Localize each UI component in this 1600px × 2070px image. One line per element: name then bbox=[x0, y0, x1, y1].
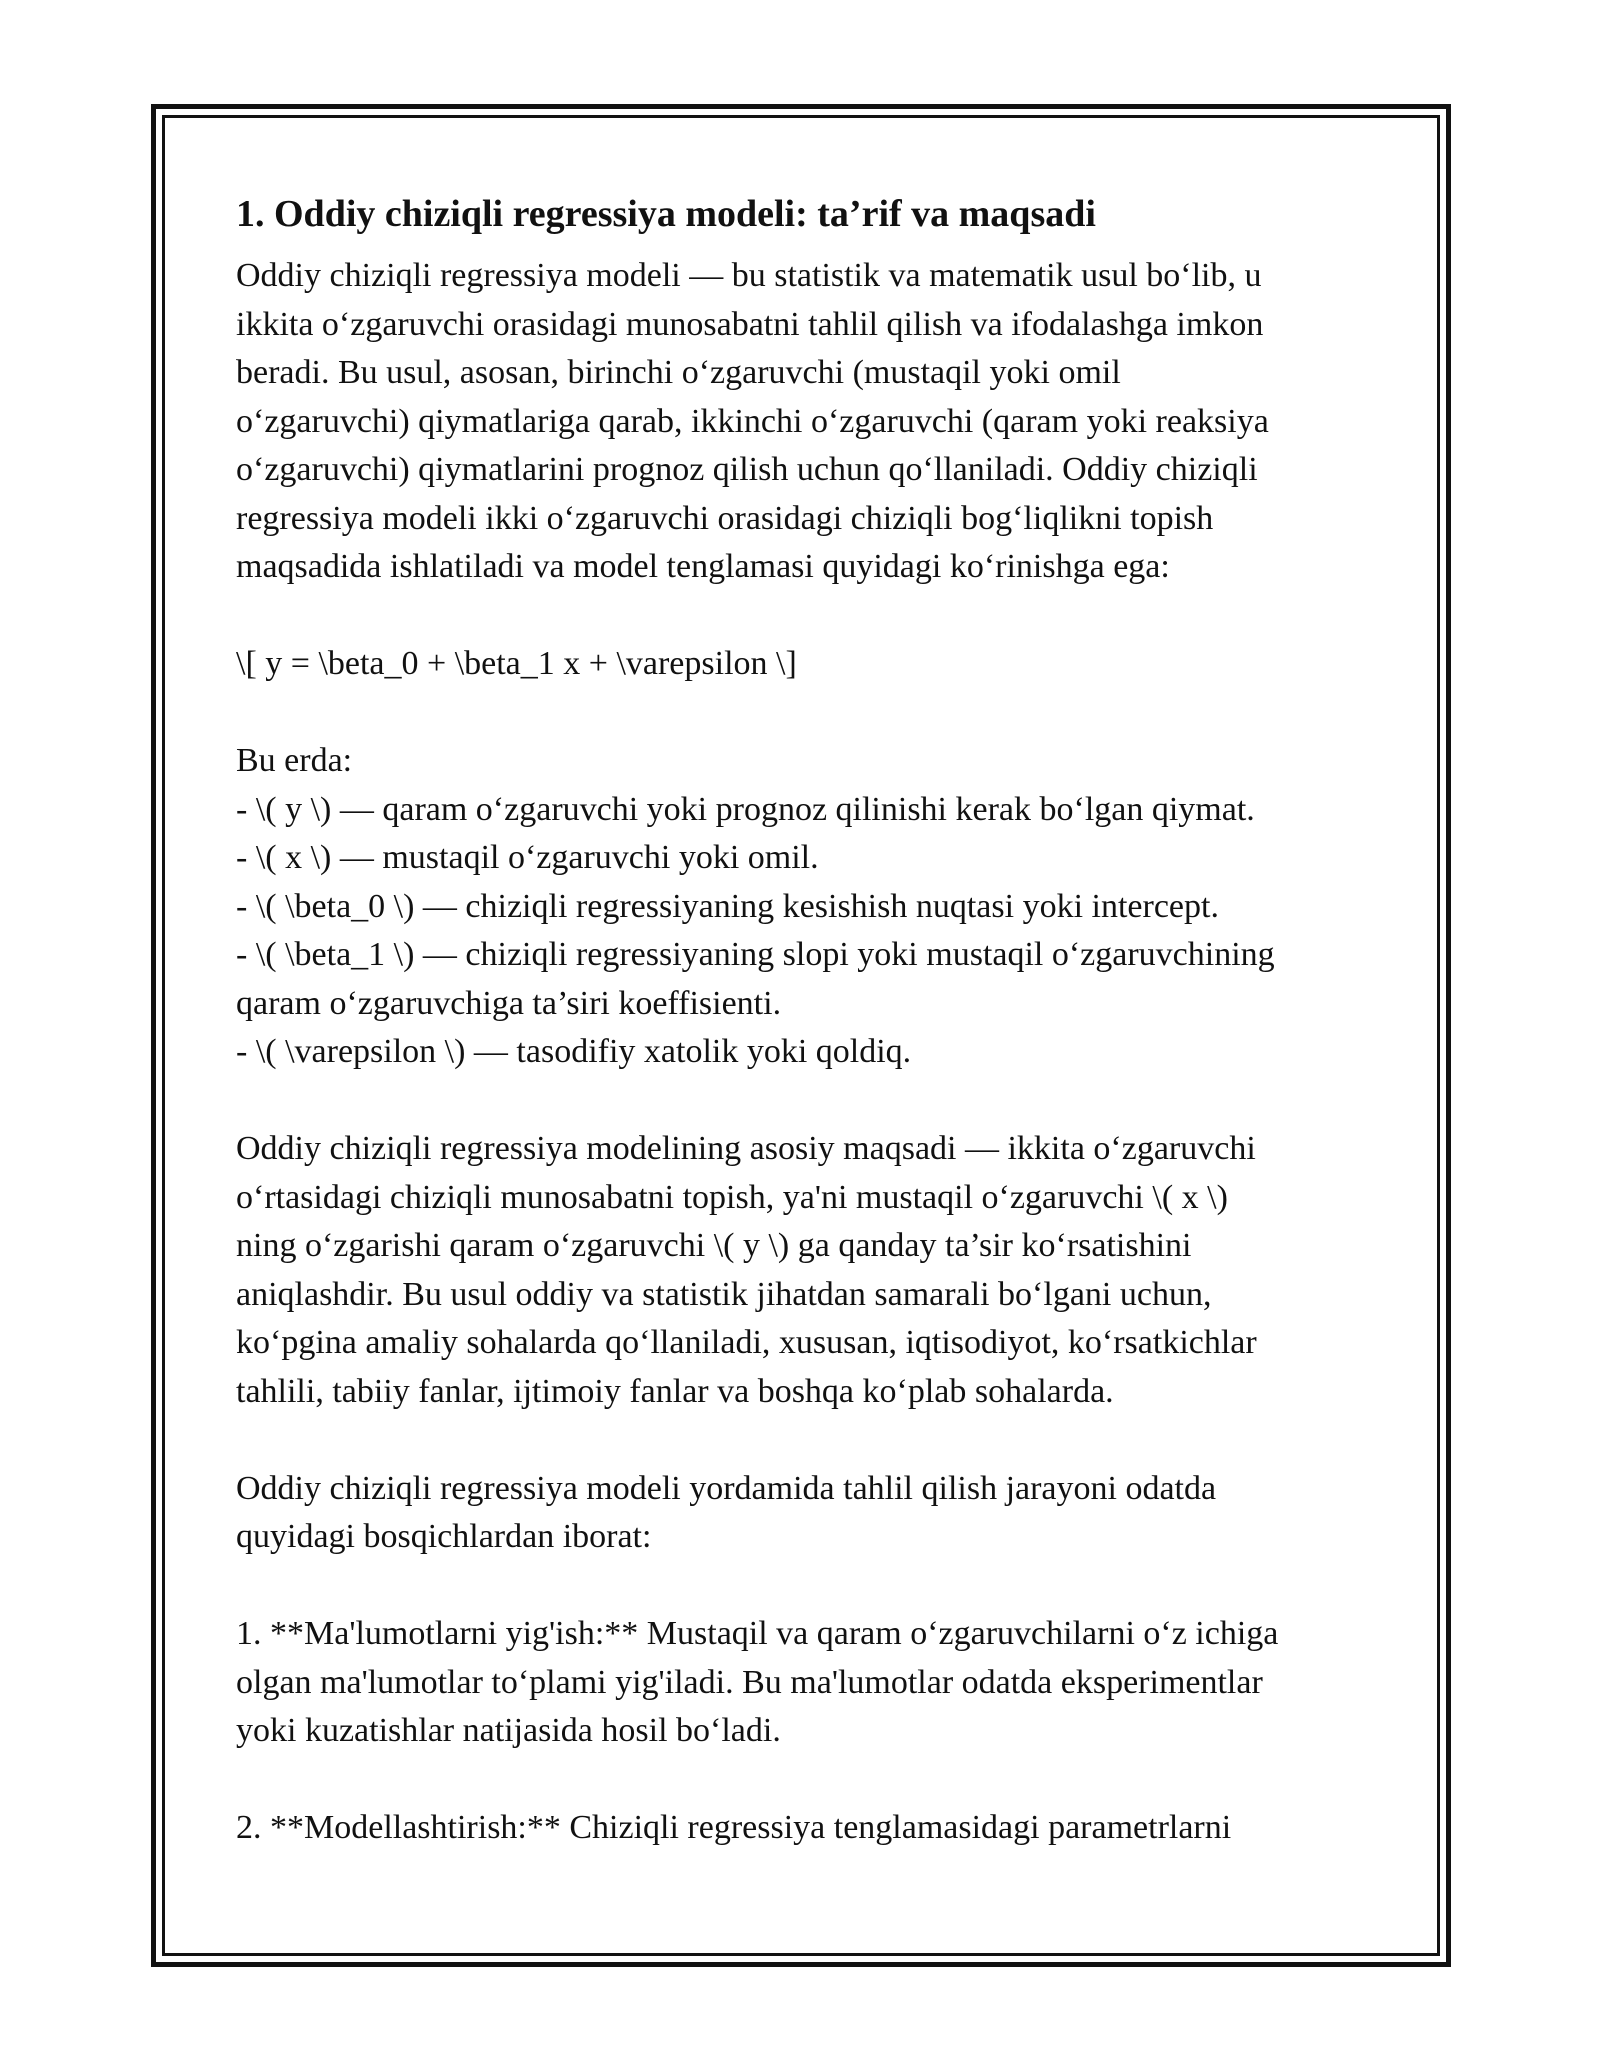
text-line: \[ y = \beta_0 + \beta_1 x + \varepsilon \] bbox=[236, 645, 797, 682]
text-line: olgan ma'lumotlar to‘plami yig'iladi. Bu ma'lumotlar odatda eksperimentlar bbox=[236, 1663, 1263, 1701]
text-line: Oddiy chiziqli regressiya modelining asosiy maqsadi — ikkita o‘zgaruvchi bbox=[236, 1130, 1256, 1167]
blank-line bbox=[236, 689, 1376, 738]
text-line: o‘zgaruvchi) qiymatlarini prognoz qilish uchun qo‘llaniladi. Oddiy chiziqli bbox=[236, 451, 1258, 488]
blank-line bbox=[236, 1756, 1376, 1805]
text-line: qaram o‘zgaruvchiga ta’siri koeffisienti. bbox=[236, 984, 782, 1022]
text-line: - \( \varepsilon \) — tasodifiy xatolik yoki qoldiq. bbox=[236, 1033, 912, 1070]
text-line: ikkita o‘zgaruvchi orasidagi munosabatni tahlil qilish va ifodalashga imkon bbox=[236, 305, 1264, 343]
blank-line bbox=[236, 1416, 1376, 1465]
text-line: tahlili, tabiiy fanlar, ijtimoiy fanlar va boshqa ko‘plab sohalarda. bbox=[236, 1372, 1114, 1410]
text-line: Oddiy chiziqli regressiya modeli yordamida tahlil qilish jarayoni odatda bbox=[236, 1469, 1217, 1507]
text-line: maqsadida ishlatiladi va model tenglamasi quyidagi ko‘rinishga ega: bbox=[236, 548, 1170, 585]
text-line: o‘zgaruvchi) qiymatlariga qarab, ikkinchi o‘zgaruvchi (qaram yoki reaksiya bbox=[236, 402, 1269, 440]
blank-line bbox=[236, 1562, 1376, 1611]
text-line: ning o‘zgarishi qaram o‘zgaruvchi \( y \) ga qanday ta’sir ko‘rsatishini bbox=[236, 1227, 1192, 1264]
text-line: - \( x \) — mustaqil o‘zgaruvchi yoki omil. bbox=[236, 839, 819, 876]
blank-line bbox=[236, 1077, 1376, 1126]
text-line: regressiya modeli ikki o‘zgaruvchi orasidagi chiziqli bog‘liqlikni topish bbox=[236, 499, 1214, 537]
document-body bbox=[236, 186, 1376, 1853]
section-heading: 1. Oddiy chiziqli regressiya modeli: ta’rif va maqsadi bbox=[236, 193, 1096, 235]
text-line: beradi. Bu usul, asosan, birinchi o‘zgaruvchi (mustaqil yoki omil bbox=[236, 354, 1121, 391]
text-line: - \( y \) — qaram o‘zgaruvchi yoki prognoz qilinishi kerak bo‘lgan qiymat. bbox=[236, 790, 1255, 828]
text-line: quyidagi bosqichlardan iborat: bbox=[236, 1518, 652, 1555]
blank-line bbox=[236, 592, 1376, 641]
text-line: ko‘pgina amaliy sohalarda qo‘llaniladi, xususan, iqtisodiyot, ko‘rsatkichlar bbox=[236, 1324, 1257, 1361]
text-line: aniqlashdir. Bu usul oddiy va statistik jihatdan samarali bo‘lgani uchun, bbox=[236, 1275, 1212, 1313]
text-line: 1. **Ma'lumotlarni yig'ish:** Mustaqil va qaram o‘zgaruvchilarni o‘z ichiga bbox=[236, 1615, 1279, 1652]
text-line: - \( \beta_0 \) — chiziqli regressiyaning kesishish nuqtasi yoki intercept. bbox=[236, 887, 1219, 925]
text-line: o‘rtasidagi chiziqli munosabatni topish, ya'ni mustaqil o‘zgaruvchi \( x \) bbox=[236, 1178, 1228, 1216]
text-line: 2. **Modellashtirish:** Chiziqli regressiya tenglamasidagi parametrlarni bbox=[236, 1809, 1232, 1846]
text-block bbox=[236, 252, 1376, 1853]
text-line: yoki kuzatishlar natijasida hosil bo‘ladi. bbox=[236, 1712, 781, 1749]
text-line: Oddiy chiziqli regressiya modeli — bu statistik va matematik usul bo‘lib, u bbox=[236, 257, 1262, 294]
text-line: Bu erda: bbox=[236, 742, 353, 779]
text-line: - \( \beta_1 \) — chiziqli regressiyaning slopi yoki mustaqil o‘zgaruvchining bbox=[236, 936, 1275, 973]
